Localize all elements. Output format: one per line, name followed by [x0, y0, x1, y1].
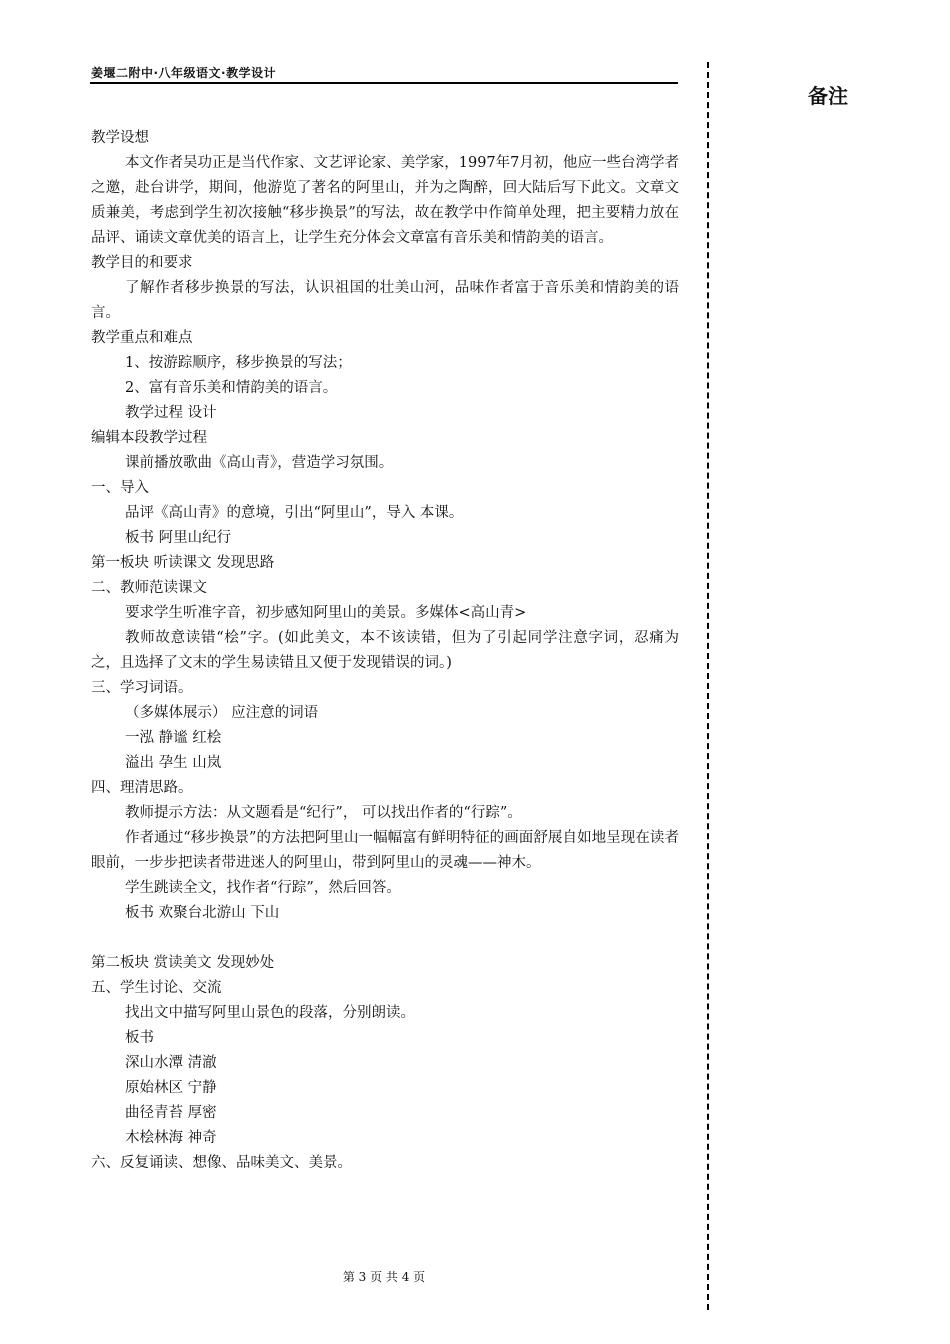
text-line: 品评《高山青》的意境，引出“阿里山”，导入 本课。	[125, 505, 464, 521]
text-line: 一、导入	[91, 480, 149, 496]
text-line: 第二板块 赏读美文 发现妙处	[91, 955, 275, 971]
text-line: 教学过程 设计	[125, 405, 217, 421]
text-line: 一泓 静谧 红桧	[125, 730, 222, 746]
text-line: 了解作者移步换景的写法，认识祖国的壮美山河，品味作者富于音乐美和情韵美的语言。	[91, 280, 679, 321]
text-line: 深山水潭 清澈	[125, 1055, 217, 1071]
text-line: 第一板块 听读课文 发现思路	[91, 555, 275, 571]
text-line: 三、学习词语。	[91, 680, 193, 696]
text-line: 二、教师范读课文	[91, 580, 207, 596]
text-line: 学生跳读全文，找作者“行踪”，然后回答。	[125, 880, 401, 896]
text-line: 本文作者吴功正是当代作家、文艺评论家、美学家，1997年7月初，他应一些台湾学者之邀，赴台讲学，期间，他游览了著名的阿里山，并为之陶醉，回大陆后写下此文。文章文质兼美，考虑到学生初次接触“移步换景”的写法，故在教学中作简单处理，把主要精力放在品评、诵读文章优美的语言上，让学生充分体会文章富有音乐美和情韵美的语言。	[91, 155, 679, 246]
text-line: 五、学生讨论、交流	[91, 980, 222, 996]
header-rule	[90, 82, 678, 84]
text-line: 六、反复诵读、想像、品味美文、美景。	[91, 1155, 352, 1171]
text-line: 课前播放歌曲《高山青》，营造学习氛围。	[125, 455, 394, 471]
notes-heading: 备注	[808, 84, 848, 108]
header-title: 姜堰二附中·八年级语文·教学设计	[91, 66, 277, 80]
text-line: 板书 阿里山纪行	[125, 530, 232, 546]
text-line: （多媒体展示） 应注意的词语	[125, 705, 319, 721]
text-line: 教师提示方法：从文题看是“纪行”， 可以找出作者的“行踪”。	[125, 805, 522, 821]
text-line: 1、按游踪顺序，移步换景的写法；	[125, 355, 352, 371]
text-line: 2、富有音乐美和情韵美的语言。	[125, 380, 338, 396]
text-line: 作者通过“移步换景”的方法把阿里山一幅幅富有鲜明特征的画面舒展自如地呈现在读者眼前，一步步把读者带进迷人的阿里山，带到阿里山的灵魂——神木。	[91, 830, 679, 871]
text-line: 教学重点和难点	[91, 330, 193, 346]
blank-line	[91, 926, 679, 951]
text-line: 曲径青苔 厚密	[125, 1105, 217, 1121]
text-line: 板书	[125, 1030, 154, 1046]
text-line: 溢出 孕生 山岚	[125, 755, 222, 771]
text-line: 板书 欢聚台北游山 下山	[125, 905, 280, 921]
page-footer: 第 3 页 共 4 页	[342, 1270, 426, 1284]
margin-divider	[707, 62, 709, 1310]
text-line: 编辑本段教学过程	[91, 430, 207, 446]
text-line: 原始林区 宁静	[125, 1080, 217, 1096]
text-line: 教学目的和要求	[91, 255, 193, 271]
text-line: 要求学生听准字音，初步感知阿里山的美景。多媒体<高山青>	[125, 605, 527, 621]
text-line: 木桧林海 神奇	[125, 1130, 217, 1146]
text-line: 教学设想	[91, 130, 149, 146]
text-line: 四、理清思路。	[91, 780, 193, 796]
document-body	[91, 126, 679, 1176]
text-line: 教师故意读错“桧”字。(如此美文，本不该读错，但为了引起同学注意字词，忍痛为之，且选择了文末的学生易读错且又便于发现错误的词。)	[91, 630, 679, 671]
text-line: 找出文中描写阿里山景色的段落，分别朗读。	[125, 1005, 415, 1021]
